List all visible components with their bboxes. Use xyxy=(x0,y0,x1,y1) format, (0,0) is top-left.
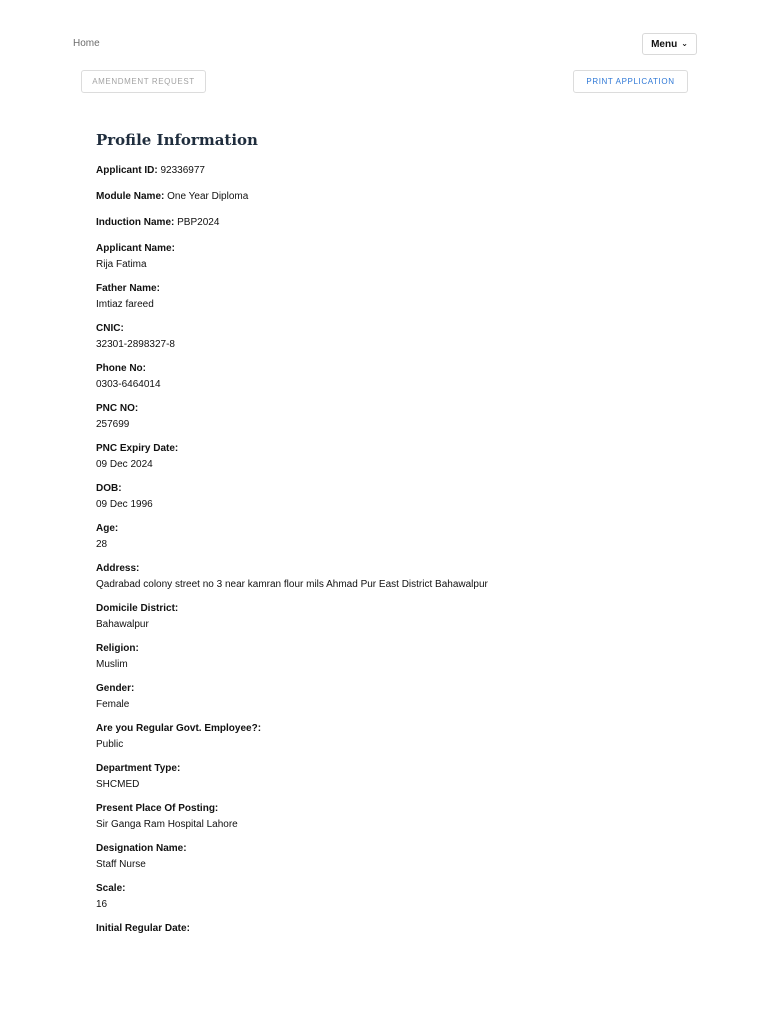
dob-field xyxy=(96,482,716,512)
field-value: PBP2024 xyxy=(177,217,220,228)
pnc-no-field xyxy=(96,402,716,432)
field-value: 32301-2898327-8 xyxy=(96,339,175,350)
field-label: CNIC: xyxy=(96,323,124,334)
scale-field xyxy=(96,882,716,912)
field-label: Initial Regular Date: xyxy=(96,923,190,934)
present-posting-field xyxy=(96,802,716,832)
govt-employee-field xyxy=(96,722,716,752)
field-value: Sir Ganga Ram Hospital Lahore xyxy=(96,819,238,830)
address-field xyxy=(96,562,716,592)
field-value: Muslim xyxy=(96,659,128,670)
applicant-id-field xyxy=(96,164,716,178)
religion-field xyxy=(96,642,716,672)
field-value: Female xyxy=(96,699,130,710)
field-value: Rija Fatima xyxy=(96,259,147,270)
field-value: 257699 xyxy=(96,419,130,430)
profile-title: Profile Information xyxy=(96,131,258,149)
module-name-field xyxy=(96,190,716,204)
field-value: SHCMED xyxy=(96,779,140,790)
field-label: Present Place Of Posting: xyxy=(96,803,219,814)
domicile-district-field xyxy=(96,602,716,632)
field-label: Domicile District: xyxy=(96,603,179,614)
field-value: One Year Diploma xyxy=(167,191,249,202)
induction-name-field xyxy=(96,216,716,230)
field-label: Religion: xyxy=(96,643,139,654)
pnc-expiry-field xyxy=(96,442,716,472)
field-label: Department Type: xyxy=(96,763,181,774)
field-label: Phone No: xyxy=(96,363,146,374)
field-label: Gender: xyxy=(96,683,135,694)
field-value: 0303-6464014 xyxy=(96,379,161,390)
field-value: Staff Nurse xyxy=(96,859,146,870)
field-value xyxy=(96,938,716,952)
field-value: 28 xyxy=(96,539,108,550)
field-label: Applicant Name: xyxy=(96,243,175,254)
menu-button[interactable] xyxy=(642,33,697,55)
amendment-request-button[interactable]: AMENDMENT REQUEST xyxy=(81,70,206,93)
menu-label: Menu xyxy=(651,38,678,50)
gender-field xyxy=(96,682,716,712)
field-label: Scale: xyxy=(96,883,126,894)
field-label: Father Name: xyxy=(96,283,160,294)
designation-name-field xyxy=(96,842,716,872)
home-link[interactable]: Home xyxy=(73,38,100,49)
field-label: Address: xyxy=(96,563,140,574)
field-value: Public xyxy=(96,739,124,750)
field-value: 92336977 xyxy=(160,165,205,176)
field-label: PNC Expiry Date: xyxy=(96,443,179,454)
initial-regular-date-field xyxy=(96,922,716,952)
field-value: Imtiaz fareed xyxy=(96,299,154,310)
father-name-field xyxy=(96,282,716,312)
field-value: Qadrabad colony street no 3 near kamran flour mils Ahmad Pur East District Bahawalpur xyxy=(96,579,488,590)
field-label: Designation Name: xyxy=(96,843,187,854)
field-label: PNC NO: xyxy=(96,403,139,414)
applicant-name-field xyxy=(96,242,716,272)
cnic-field xyxy=(96,322,716,352)
field-label: Age: xyxy=(96,523,119,534)
field-label: DOB: xyxy=(96,483,122,494)
field-value: 09 Dec 2024 xyxy=(96,459,153,470)
field-label: Are you Regular Govt. Employee?: xyxy=(96,723,262,734)
field-value: 09 Dec 1996 xyxy=(96,499,153,510)
print-application-button[interactable]: PRINT APPLICATION xyxy=(573,70,688,93)
age-field xyxy=(96,522,716,552)
field-label: Applicant ID: xyxy=(96,165,158,176)
chevron-down-icon: ⌄ xyxy=(681,39,688,48)
field-value: Bahawalpur xyxy=(96,619,149,630)
phone-field xyxy=(96,362,716,392)
top-bar xyxy=(0,0,768,60)
profile-section xyxy=(96,128,716,962)
field-label: Induction Name: xyxy=(96,217,175,228)
field-value: 16 xyxy=(96,899,108,910)
field-label: Module Name: xyxy=(96,191,165,202)
department-type-field xyxy=(96,762,716,792)
